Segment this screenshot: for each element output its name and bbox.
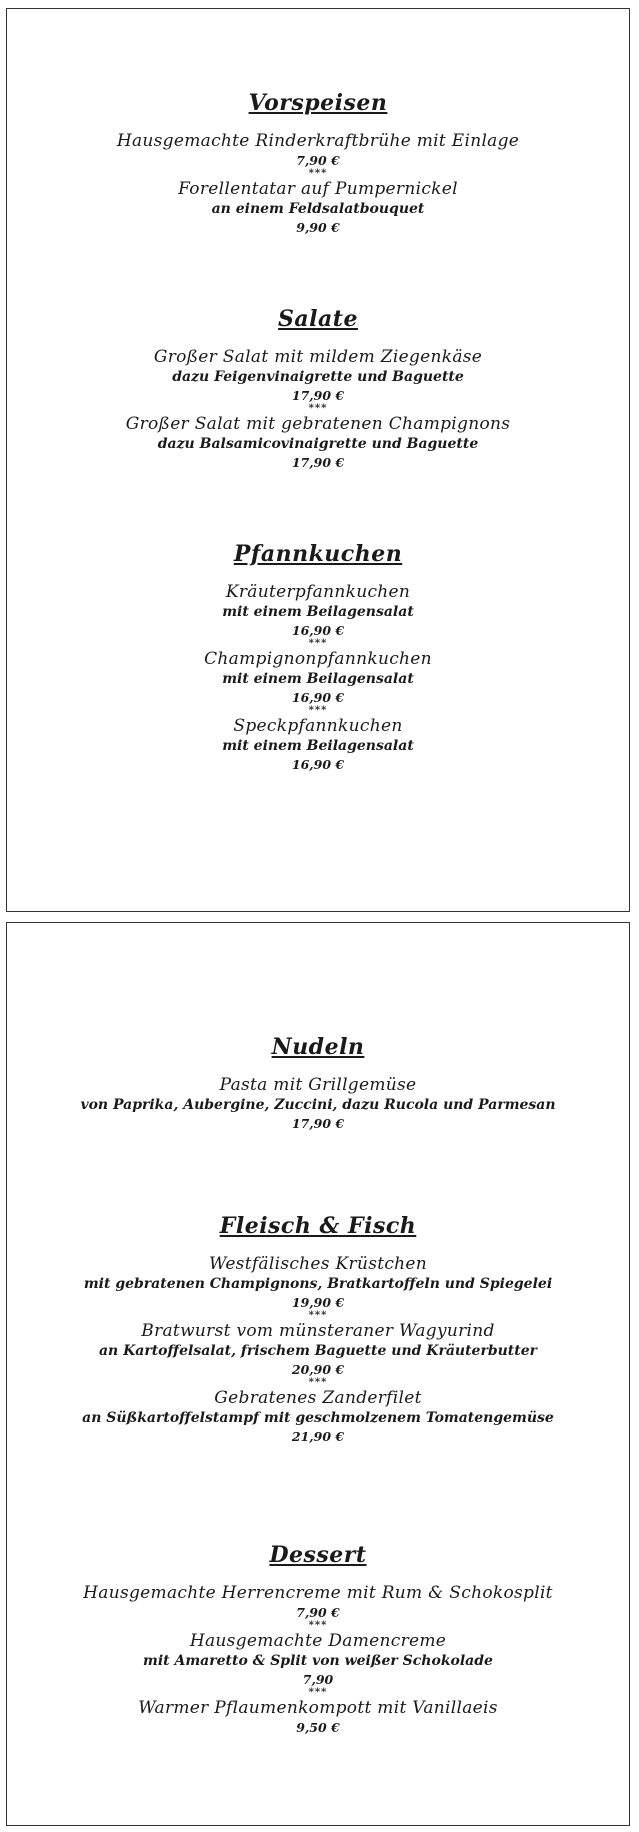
item-description: an Kartoffelsalat, frischem Baguette und Kräuterbutter [98,1343,538,1359]
item-name: Westfälisches Krüstchen [208,1254,428,1274]
section-dessert [7,1541,629,1736]
item-separator: *** [308,638,328,649]
section-title: Fleisch & Fisch [219,1213,417,1239]
section-nudeln [7,1033,629,1132]
item-separator: *** [308,1687,328,1698]
item-name: Speckpfannkuchen [233,716,403,736]
item-price: 17,90 € [291,455,345,470]
item-price: 16,90 € [291,623,345,638]
item-description: mit gebratenen Champignons, Bratkartoffeln und Spiegelei [83,1276,553,1292]
item-price: 16,90 € [291,757,345,772]
section-fleisch-fisch [7,1212,629,1445]
item-price: 7,90 [302,1672,334,1687]
item-name: Großer Salat mit gebratenen Champignons [125,414,511,434]
menu-item [7,1631,629,1698]
menu-item [7,1254,629,1321]
section-vorspeisen [7,89,629,236]
item-name: Warmer Pflaumenkompott mit Vanillaeis [138,1698,498,1718]
menu-item [7,414,629,471]
menu-item [7,582,629,649]
item-description: mit Amaretto & Split von weißer Schokolade [143,1653,493,1669]
menu-item [7,347,629,414]
section-title: Pfannkuchen [233,541,403,567]
item-separator: *** [308,168,328,179]
item-description: an Süßkartoffelstampf mit geschmolzenem Tomatengemüse [82,1410,554,1426]
item-price: 20,90 € [291,1362,345,1377]
menu-item [7,131,629,179]
section-salate [7,305,629,471]
menu-item [7,1321,629,1388]
menu-page-1 [6,8,630,912]
item-separator: *** [308,1620,328,1631]
item-price: 7,90 € [296,153,340,168]
item-description: dazu Feigenvinaigrette und Baguette [172,369,464,385]
section-title: Dessert [269,1542,367,1568]
item-description: mit einem Beilagensalat [222,671,414,687]
item-price: 7,90 € [296,1605,340,1620]
item-description: von Paprika, Aubergine, Zuccini, dazu Rucola und Parmesan [80,1097,556,1113]
section-title: Nudeln [271,1034,365,1060]
item-separator: *** [308,705,328,716]
item-description: mit einem Beilagensalat [222,604,414,620]
menu-item [7,649,629,716]
menu-item [7,1388,629,1445]
item-name: Großer Salat mit mildem Ziegenkäse [153,347,483,367]
item-name: Kräuterpfannkuchen [225,582,411,602]
item-name: Hausgemachte Damencreme [189,1631,447,1651]
item-name: Pasta mit Grillgemüse [219,1075,417,1095]
item-price: 9,90 € [296,220,340,235]
item-description: an einem Feldsalatbouquet [211,201,425,217]
item-description: mit einem Beilagensalat [222,738,414,754]
section-pfannkuchen [7,540,629,773]
menu-item [7,1698,629,1736]
item-description: dazu Balsamicovinaigrette und Baguette [157,436,479,452]
section-title: Salate [278,306,358,332]
item-separator: *** [308,1310,328,1321]
item-name: Gebratenes Zanderfilet [214,1388,422,1408]
item-name: Bratwurst vom münsteraner Wagyurind [141,1321,495,1341]
item-name: Hausgemachte Rinderkraftbrühe mit Einlage [116,131,520,151]
menu-item [7,1583,629,1631]
section-title: Vorspeisen [248,90,388,116]
item-price: 16,90 € [291,690,345,705]
menu-item [7,1075,629,1132]
menu-page-2 [6,922,630,1826]
item-price: 9,50 € [296,1720,340,1735]
item-name: Champignonpfannkuchen [204,649,432,669]
item-separator: *** [308,1377,328,1388]
menu-item [7,179,629,236]
item-separator: *** [308,403,328,414]
item-price: 17,90 € [291,1116,345,1131]
menu-item [7,716,629,773]
item-price: 17,90 € [291,388,345,403]
item-name: Hausgemachte Herrencreme mit Rum & Schokosplit [83,1583,553,1603]
item-price: 19,90 € [291,1295,345,1310]
item-name: Forellentatar auf Pumpernickel [178,179,458,199]
item-price: 21,90 € [291,1429,345,1444]
